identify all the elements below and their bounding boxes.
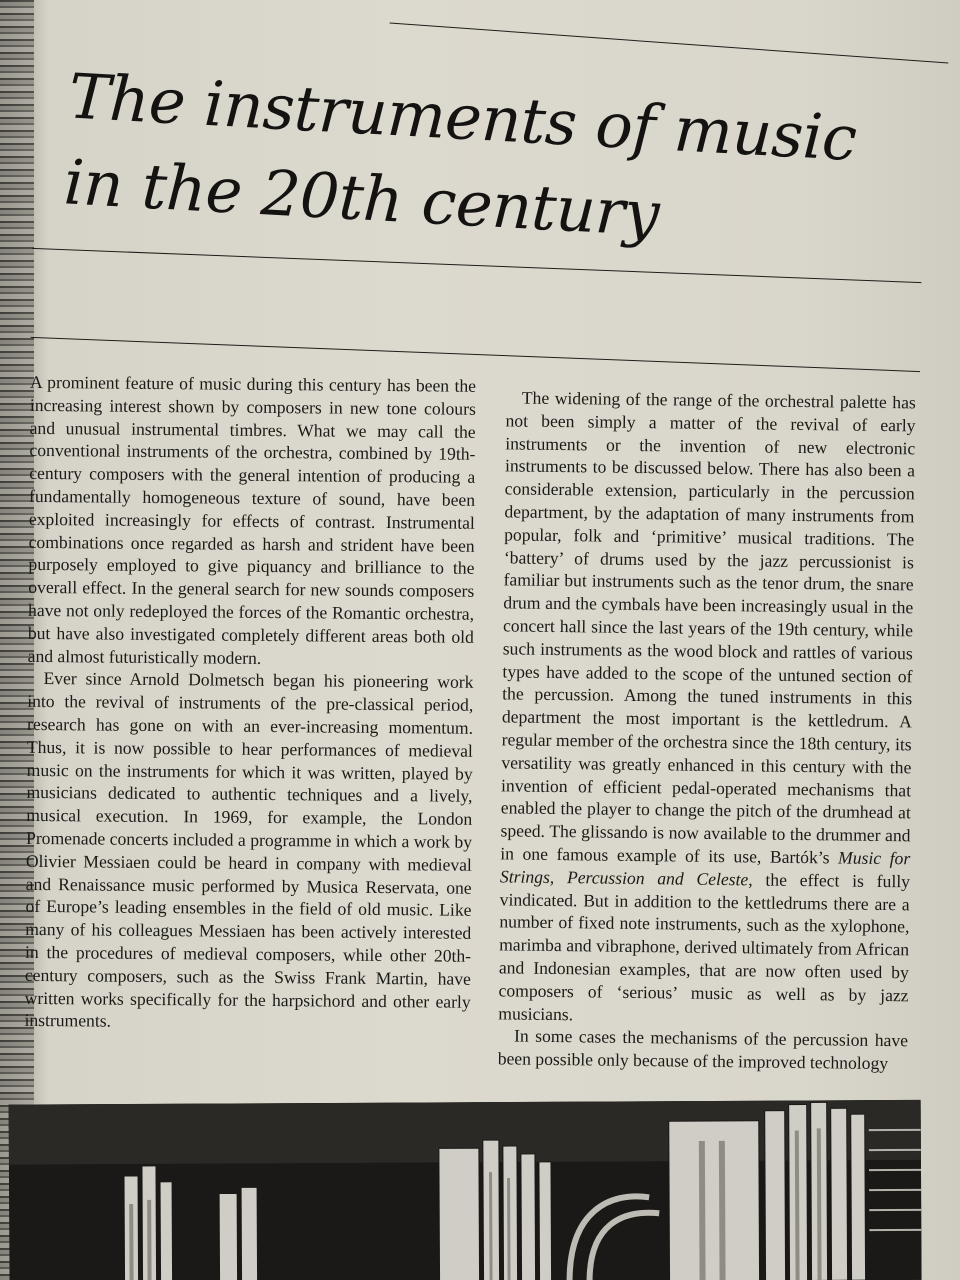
organ-pipes-illustration — [9, 1100, 922, 1280]
instrument-photograph — [9, 1100, 922, 1280]
left-text-column — [24, 371, 476, 1036]
right-text-column — [498, 386, 916, 1075]
right-paragraph-1-text-b: , the effect is fully vindicated. But in addition to the kettledrums there are a number of fixed note instruments, such as the xylophone, marimba and vibraphone, derived ultimately from African and Indonesian examples, that are now often used by composers of ‘serious’ music as well as by jazz musicians. — [498, 869, 911, 1024]
top-rule — [390, 23, 949, 64]
article-title — [62, 54, 890, 270]
left-paragraph-1: A prominent feature of music during this century has been the increasing interest shown by composers in new tone colours and unusual instrumental timbres. What we may call the conventional instruments of the orchestra, combined by 19th-century composers with the general intention of producing a fundamentally homogeneous texture of sound, have been exploited increasingly for effects of contrast. Instrumental combinations once regarded as harsh and strident have been purposely employed to give piquancy and brilliance to the overall effect. In the general search for new sounds composers have not only redeployed the forces of the Romantic orchestra, but have also investigated completely different areas both old and almost futuristically modern. — [27, 371, 477, 668]
left-paragraph-2: Ever since Arnold Dolmetsch began his pioneering work into the revival of instruments of the pre-classical period, research has gone on with an ever-increasing momentum. Thus, it is now possible to hear performances of medieval music on the instruments for which it was written, played by musicians dedicated to authentic techniques and a lively, musical execution. In 1969, for example, the London Promenade concerts included a programme in which a work by Olivier Messiaen could be heard in company with medieval and Renaissance music performed by Musica Reservata, one of Europe’s leading ensembles in the field of old music. Like many of his colleagues Messiaen has been actively interested in the procedures of medieval composers, while other 20th-century composers, such as the Swiss Frank Martin, have written works specifically for the harpsichord and other early instruments. — [24, 668, 474, 1031]
right-paragraph-2: In some cases the mechanisms of the percussion have been possible only because of the improved technology — [497, 1025, 909, 1074]
right-paragraph-1 — [498, 386, 916, 1029]
work-title-italic: Music for Strings, Percussion and Celeste — [499, 847, 911, 890]
title-line-1: The instruments of music — [66, 59, 859, 176]
right-paragraph-1-text-a: The widening of the range of the orchestral palette has not been simply a matter of the revival of early instruments or the invention of new electronic instruments to be discussed below. There has also been a considerable extension, particularly in the percussion department, by the adaptation of many instruments from popular, folk and ‘primitive’ musical traditions. The ‘battery’ of drums used by the jazz percussionist is familiar but instruments such as the tenor drum, the snare drum and the cymbals have been increasingly usual in the concert hall since the last years of the 19th century, while such instruments as the wood block and rattles of various types have added to the scope of the untuned section of the percussion. Among the tuned instruments in this department the most important is the kettledrum. A regular member of the orchestra since the 18th century, its versatility was greatly enhanced in this century with the invention of efficient pedal-operated mechanisms that enabled the player to change the pitch of the drumhead at speed. The glissando is now available to the drummer and in one famous example of its use, Bartók’s — [500, 387, 916, 868]
title-line-2: in the 20th century — [62, 145, 661, 251]
text-rule-upper — [31, 337, 920, 372]
